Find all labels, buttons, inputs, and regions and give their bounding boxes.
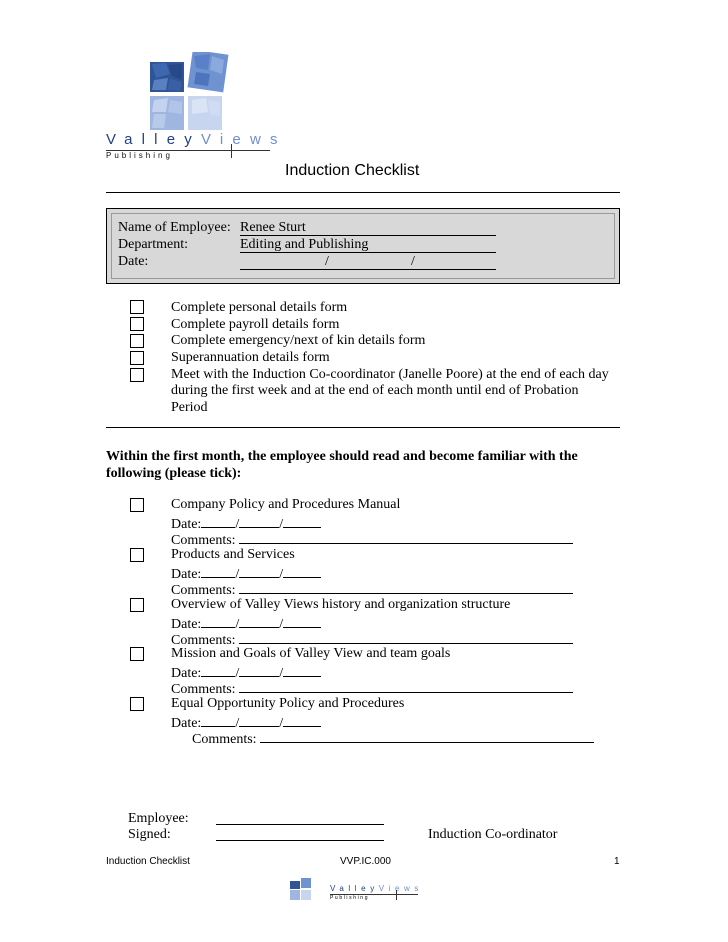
- reading-item: Company Policy and Procedures Manual: [171, 497, 401, 512]
- title-rule: [106, 192, 620, 193]
- checkbox[interactable]: [130, 300, 144, 314]
- first-month-heading: following (please tick):: [106, 466, 242, 481]
- checkbox[interactable]: [130, 598, 144, 612]
- comments-line[interactable]: Comments:: [171, 630, 573, 649]
- logo-tick: [231, 144, 232, 158]
- date-line[interactable]: Date: / /: [171, 614, 321, 633]
- footer-page-number: 1: [614, 856, 620, 867]
- employee-info-box: [106, 208, 620, 284]
- checklist-item-line: Meet with the Induction Co-coordinator (Janelle Poore) at the end of each day: [171, 367, 609, 382]
- checkbox[interactable]: [130, 647, 144, 661]
- date-line[interactable]: Date: / /: [171, 564, 321, 583]
- employee-name-value: Renee Sturt: [240, 220, 306, 235]
- comments-line[interactable]: Comments:: [171, 580, 573, 599]
- checklist-item: Complete payroll details form: [171, 317, 340, 332]
- checklist-item: Complete personal details form: [171, 300, 348, 315]
- date-line[interactable]: Date: / /: [171, 713, 321, 732]
- date-line[interactable]: Date: / /: [171, 663, 321, 682]
- reading-item: Equal Opportunity Policy and Procedures: [171, 696, 405, 711]
- coordinator-label: Induction Co-ordinator: [428, 827, 558, 842]
- logo-tagline: Publishing: [106, 151, 173, 160]
- checklist-item: Superannuation details form: [171, 350, 330, 365]
- checkbox[interactable]: [130, 368, 144, 382]
- employee-name-field[interactable]: [240, 220, 496, 236]
- section-rule: [106, 427, 620, 428]
- employee-signature-line[interactable]: [216, 824, 384, 825]
- footer-logo-tick: [396, 890, 397, 900]
- comments-line[interactable]: Comments:: [171, 679, 573, 698]
- reading-item: Products and Services: [171, 547, 295, 562]
- document-title: Induction Checklist: [285, 162, 420, 179]
- footer-document-code: VVP.IC.000: [340, 856, 391, 867]
- checkbox[interactable]: [130, 498, 144, 512]
- reading-item: Overview of Valley Views history and organization structure: [171, 597, 511, 612]
- footer-logo-tagline: Publishing: [330, 895, 370, 901]
- department-label: Department:: [118, 237, 188, 252]
- checkbox[interactable]: [130, 548, 144, 562]
- date-label: Date:: [118, 254, 149, 269]
- date-separator: /: [411, 254, 415, 269]
- comments-line[interactable]: Comments:: [192, 729, 594, 748]
- checkbox[interactable]: [130, 317, 144, 331]
- footer-logo-wordmark: ValleyViews: [330, 884, 423, 893]
- reading-item: Mission and Goals of Valley View and team goals: [171, 646, 451, 661]
- signed-label: Signed:: [128, 827, 171, 842]
- employee-label: Employee:: [128, 811, 189, 826]
- signed-signature-line[interactable]: [216, 840, 384, 841]
- checklist-item-line: during the first week and at the end of each month until end of Probation: [171, 383, 579, 398]
- logo-wordmark: ValleyViews: [106, 131, 287, 148]
- date-field[interactable]: [240, 254, 496, 270]
- first-month-heading: Within the first month, the employee should read and become familiar with the: [106, 449, 578, 464]
- valley-views-logo-icon: [150, 52, 230, 132]
- department-value: Editing and Publishing: [240, 237, 369, 252]
- footer-logo-icon: [290, 878, 312, 900]
- checkbox[interactable]: [130, 334, 144, 348]
- department-field[interactable]: [240, 237, 496, 253]
- comments-line[interactable]: Comments:: [171, 530, 573, 549]
- employee-name-label: Name of Employee:: [118, 220, 231, 235]
- date-line[interactable]: Date: / /: [171, 514, 321, 533]
- checkbox[interactable]: [130, 351, 144, 365]
- checklist-item: Complete emergency/next of kin details form: [171, 333, 426, 348]
- checkbox[interactable]: [130, 697, 144, 711]
- date-separator: /: [325, 254, 329, 269]
- footer-document-name: Induction Checklist: [106, 856, 190, 867]
- checklist-item-line: Period: [171, 400, 208, 415]
